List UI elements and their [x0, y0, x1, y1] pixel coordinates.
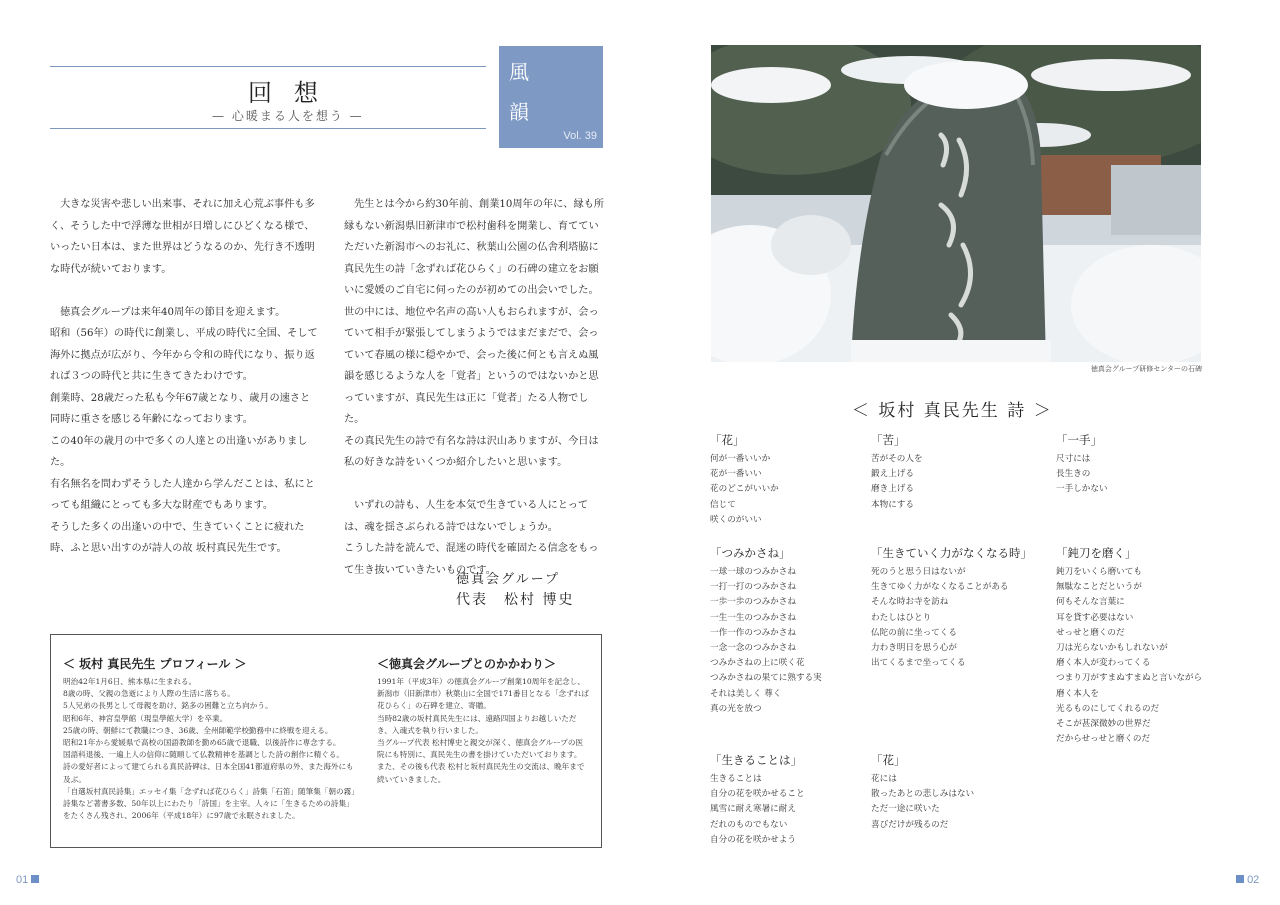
poem	[871, 752, 1041, 833]
profile-line: 昭和21年から愛媛県で高校の国語教師を勤め65歳で退職、以後詩作に専念する。	[63, 738, 341, 748]
poem-line: 一生一生のつみかさね	[710, 612, 796, 623]
poem-title: 「生きることは」	[710, 753, 802, 767]
poem	[871, 432, 1041, 513]
poem-line: 磨く本人が変わってくる	[1056, 658, 1151, 669]
article-column-1	[50, 194, 320, 560]
profile-line: 詩の愛好者によって建てられる真民詩碑は、日本全国41都道府県の外、また海外にも及ぶ。	[63, 762, 354, 784]
poem-line: 喜びだけが残るのだ	[871, 819, 949, 830]
poem-line: 本物にする	[871, 499, 914, 510]
poem-line: 自分の花を咲かせること	[710, 789, 805, 800]
page-square-icon	[1236, 875, 1244, 883]
series-label-box	[499, 46, 603, 148]
poem-line: ただ一途に咲いた	[871, 804, 940, 815]
profile-line: 5人兄弟の長男として母親を助け、銘多の困難と立ち向かう。	[63, 701, 273, 711]
page-number-text: 01	[16, 874, 29, 886]
poem-line: 咲くのがいい	[710, 514, 762, 525]
poem-line: そんな時お寺を訪ね	[871, 597, 949, 608]
poem-title: 「花」	[710, 433, 745, 447]
poem-line: だからせっせと磨くのだ	[1056, 734, 1151, 745]
paragraph: この40年の歳月の中で多くの人達との出逢いがありました。	[50, 435, 308, 468]
relation-line: また、その後も代表 松村と坂村真民先生の交流は、晩年まで続いていきました。	[377, 762, 585, 784]
poem-line: 何もそんな言葉に	[1056, 597, 1125, 608]
poem-line: 磨き上げる	[871, 484, 914, 495]
poem	[1056, 432, 1236, 498]
poem-line: 鍛え上げる	[871, 469, 914, 480]
poem-line: 耳を貸す必要はない	[1056, 612, 1134, 623]
paragraph: その真民先生の詩で有名な詩は沢山ありますが、今日は私の好きな詩をいくつか紹介したいと思います。	[344, 435, 599, 468]
profile-line: 25歳の時、朝鮮にて教職につき、36歳、全州師範学校勤務中に終戦を迎える。	[63, 725, 333, 735]
relation-line: 当グループ代表 松村博史と親交が深く、徳真会グループの医院にも特別に、真民先生の書を掛けていただいております。	[377, 738, 584, 760]
poem-line: つみかさねの上に咲く花	[710, 658, 805, 669]
poem-line: 仏陀の前に坐ってくる	[871, 627, 957, 638]
paragraph: 昭和（56年）の時代に創業し、平成の時代に全国、そして海外に拠点が広がり、今年から令和の時代になり、振り返れば３つの時代と共に生きてきたわけです。	[50, 328, 318, 382]
poem-line: 一球一球のつみかさね	[710, 567, 796, 577]
poem-line: 生きてゆく力がなくなることがある	[871, 582, 1009, 593]
poem-line: 鈍刀をいくら磨いても	[1056, 567, 1142, 577]
poem-line: 信じて	[710, 499, 736, 510]
poem-title: 「鈍刀を磨く」	[1056, 546, 1137, 560]
relation-text	[377, 676, 589, 786]
profile-box	[50, 634, 602, 848]
poem-line: 真の光を放つ	[710, 703, 762, 714]
signature	[430, 570, 602, 610]
poem-line: 長生きの	[1056, 469, 1091, 480]
poem-line: それは美しく 尊く	[710, 688, 782, 699]
relation-heading: ＜徳真会グループとのかかわり＞	[377, 657, 557, 671]
paragraph: そうした多くの出逢いの中で、生きていくことに疲れた時、ふと思い出すのが詩人の故 坂村真民先生です。	[50, 521, 305, 554]
page-number-text: 02	[1247, 874, 1260, 886]
profile-line: 「自選坂村真民詩集」エッセイ集「念ずれば花ひらく」詩集「石笛」随筆集「朝の霧」詩集など著書多数、50年以上にわたり「詩国」を主宰。人々に「生きるための詩集」をたくさん残され、2006年（平成18年）に97歳で永眠されました。	[63, 786, 359, 821]
poem	[710, 752, 870, 848]
poem-title: 「一手」	[1056, 433, 1102, 447]
poem-line: 一歩一歩のつみかさね	[710, 597, 796, 608]
paragraph: 先生とは今から約30年前、創業10周年の年に、縁も所縁もない新潟県旧新津市で松村歯科を開業し、育てていただいた新潟市へのお礼に、秋葉山公園の仏舎利塔脇に真民先生の詩「念ずれば花ひらく」の石碑の建立をお願いに愛媛のご自宅に伺ったのが初めての出会いでした。	[344, 199, 605, 296]
photo-caption: 徳真会グループ研修センターの石碑	[1090, 366, 1202, 373]
poem-line: 自分の花を咲かせよう	[710, 834, 796, 845]
poem	[871, 545, 1051, 671]
signature-name: 代表 松村 博史	[456, 592, 575, 608]
relation-line: 当時82歳の坂村真民先生には、遠路四国よりお越しいただき、入魂式を執り行いました。	[377, 713, 577, 735]
page-title: 回想	[248, 79, 340, 107]
poem-line: つまり刀がすまぬすまぬと言いながら	[1056, 673, 1203, 684]
profile-line: 8歳の時、父親の急逝により人際の生活に落ちる。	[63, 689, 235, 699]
stone-monument-photo	[711, 45, 1201, 362]
signature-org: 徳真会グループ	[456, 572, 560, 587]
title-rule-bottom	[50, 128, 486, 129]
profile-line: 明治42年1月6日、熊本県に生まれる。	[63, 677, 197, 686]
poem-line: 刀は光らないかもしれないが	[1056, 643, 1168, 654]
paragraph: 創業時、28歳だった私も今年67歳となり、歳月の速さと同時に重さを感じる年齢になっております。	[50, 392, 311, 425]
profile-heading: ＜ 坂村 真民先生 プロフィール ＞	[63, 657, 247, 671]
paragraph: 世の中には、地位や名声の高い人もおられますが、会っていて相手が緊張してしまうようではまだまだで、会っていて春風の様に穏やかで、会った後に何とも言えぬ風韻を感じるような人を「覚者」というのではないかと思っていますが、真民先生は正に「覚者」たる人物でした。	[344, 306, 599, 425]
paragraph: 有名無名を問わずそうした人達から学んだことは、私にとっても組織にとっても多大な財産でもあります。	[50, 478, 315, 511]
page-number-left	[16, 874, 39, 886]
poem-line: わたしはひとり	[871, 612, 932, 623]
poem-line: 死のうと思う日はないが	[871, 567, 966, 577]
profile-line: 昭和6年、神宮皇學館（現皇學館大学）を卒業。	[63, 713, 228, 723]
poem	[1056, 545, 1256, 747]
poem-line: 一手しかない	[1056, 484, 1108, 495]
poem-line: そこが甚深微妙の世界だ	[1056, 719, 1151, 730]
series-char-2: 韻	[509, 100, 529, 124]
poem-line: せっせと磨くのだ	[1056, 627, 1125, 638]
page-square-icon	[31, 875, 39, 883]
profile-section	[63, 655, 361, 822]
poem-line: 花が一番いい	[710, 469, 762, 480]
volume-number: Vol. 39	[563, 130, 597, 142]
poem-line: 力わき明日を思う心が	[871, 643, 957, 654]
poem-line: 苦がその人を	[871, 454, 923, 464]
poem-line: つみかさねの果てに熟する実	[710, 673, 822, 684]
relation-section	[377, 655, 589, 786]
poem	[710, 432, 860, 528]
poem-line: だれのものでもない	[710, 819, 788, 830]
poem-line: 一念一念のつみかさね	[710, 643, 796, 654]
photo-illustration	[711, 45, 1201, 362]
paragraph: 徳真会グループは来年40周年の節目を迎えます。	[60, 306, 286, 318]
poem-line: 光るものにしてくれるのだ	[1056, 703, 1160, 714]
paragraph: こうした詩を読んで、混迷の時代を確固たる信念をもって生き抜いていきたいものです。	[344, 543, 599, 576]
relation-line: 1991年（平成3年）の徳真会グループ創業10周年を記念し、新潟市（旧新津市）秋葉山に全国で171番目となる「念ずれば花ひらく」の石碑を建立、寄贈。	[377, 677, 589, 711]
poem-line: 生きることは	[710, 774, 762, 784]
poem	[710, 545, 870, 717]
series-char-1: 風	[509, 60, 529, 84]
poem-line: 尺寸には	[1056, 454, 1091, 464]
paragraph: いずれの詩も、人生を本気で生きている人にとっては、魂を揺さぶられる詩ではないでしょうか。	[344, 500, 589, 533]
poem-line: 花のどこがいいか	[710, 484, 779, 495]
poem-line: 出てくるまで坐ってくる	[871, 658, 966, 669]
article-column-2	[344, 194, 606, 581]
page-subtitle: — 心暖まる人を想う —	[212, 109, 364, 123]
poem-line: 何が一番いいか	[710, 454, 771, 464]
poem-line: 散ったあとの悲しみはない	[871, 789, 975, 800]
poem-title: 「生きていく力がなくなる時」	[871, 546, 1032, 560]
poem-title: 「つみかさね」	[710, 546, 791, 560]
poem-title: 「苦」	[871, 433, 906, 447]
poem-line: 無駄なことだというが	[1056, 582, 1142, 593]
profile-text	[63, 676, 361, 822]
poem-title: 「花」	[871, 753, 906, 767]
poem-line: 花には	[871, 774, 897, 784]
title-rule-top	[50, 66, 486, 67]
poem-line: 一打一打のつみかさね	[710, 582, 796, 593]
poems-title: ＜ 坂村 真民先生 詩 ＞	[852, 401, 1053, 421]
poem-line: 磨く本人を	[1056, 688, 1099, 699]
page-number-right	[1236, 874, 1259, 886]
poem-line: 風雪に耐え寒暑に耐え	[710, 804, 796, 815]
paragraph: 大きな災害や悲しい出来事、それに加え心荒ぶ事件も多く、そうした中で浮薄な世相が日増しにひどくなる様で、いったい日本は、また世界はどうなるのか、先行き不透明な時代が続いております。	[50, 199, 315, 275]
poem-line: 一作一作のつみかさね	[710, 627, 796, 638]
profile-line: 国語科退後、一遍上人の信仰に随順して仏教精神を基調とした詩の創作に精ぐる。	[63, 750, 344, 760]
